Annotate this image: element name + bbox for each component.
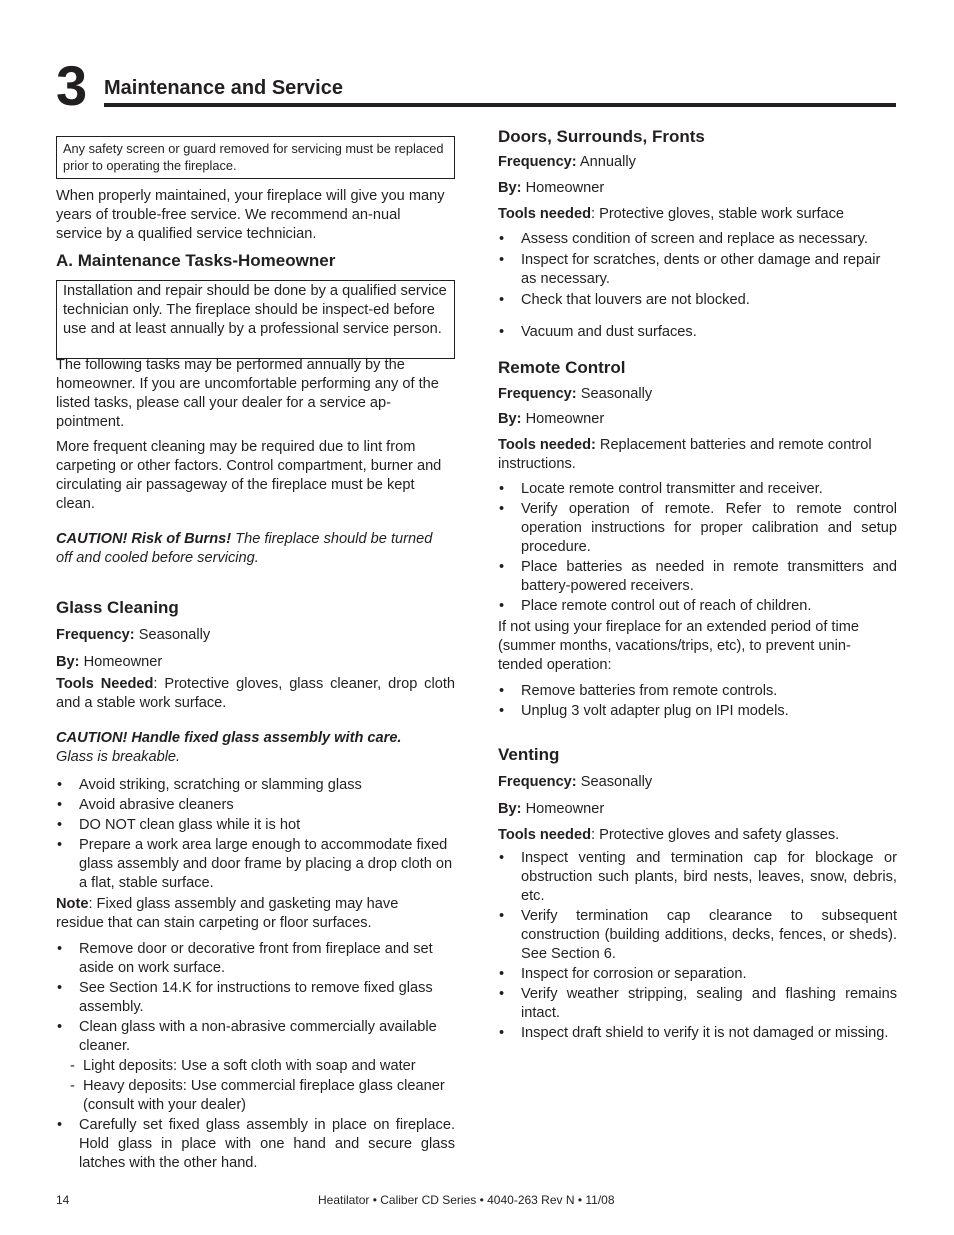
- list-item: • See Section 14.K for instructions to remove fixed glass assembly.: [56, 979, 455, 1017]
- remote-heading: Remote Control: [498, 358, 626, 377]
- glass-tools: [56, 675, 455, 713]
- doors-bullets: [498, 230, 897, 342]
- list-item: • Remove batteries from remote controls.: [498, 682, 897, 701]
- venting-tools: [498, 826, 839, 845]
- list-item: • Inspect venting and termination cap for blockage or obstruction such plants, bird nests, leaves, snow, debris, etc.: [498, 849, 897, 906]
- install-box-text: Installation and repair should be done by a qualified service technician only. The fireplace should be inspect-ed before use and at least annually by a professional service person.: [63, 283, 447, 337]
- list-item: • Avoid abrasive cleaners: [56, 796, 455, 815]
- venting-by: [498, 800, 604, 819]
- caution-burns-text: The fireplace should be turned off and cooled before servicing.: [56, 531, 433, 566]
- doors-frequency-value: Annually: [576, 154, 636, 170]
- glass-note: [56, 895, 446, 933]
- list-item: • Inspect draft shield to verify it is not damaged or missing.: [498, 1024, 897, 1043]
- safety-box: [56, 136, 455, 179]
- footer-doc-info: Heatilator • Caliber CD Series • 4040-263 Rev N • 11/08: [318, 1193, 615, 1207]
- list-item: • Place remote control out of reach of children.: [498, 597, 897, 616]
- venting-heading: Venting: [498, 745, 560, 764]
- venting-frequency-label: Frequency:: [498, 774, 577, 790]
- remote-tools-label: Tools needed:: [498, 437, 596, 453]
- lint-text: More frequent cleaning may be required due to lint from carpeting or other factors. Control compartment, burner and circulating air passageway of the fireplace must be kept clean.: [56, 439, 442, 512]
- tasks-paragraph: [56, 356, 448, 432]
- list-item: • Remove door or decorative front from fireplace and set aside on work surface.: [56, 940, 455, 978]
- list-item: • Vacuum and dust surfaces.: [498, 323, 897, 342]
- list-item: • Clean glass with a non-abrasive commercially available cleaner.: [56, 1018, 455, 1056]
- venting-tools-label: Tools needed: [498, 827, 591, 843]
- remote-not-using: [498, 618, 890, 675]
- remote-frequency: [498, 385, 652, 404]
- glass-tools-label: Tools Needed: [56, 676, 154, 692]
- sub-item: - Light deposits: Use a soft cloth with soap and water: [70, 1058, 416, 1074]
- venting-frequency: [498, 773, 652, 792]
- list-item: • Unplug 3 volt adapter plug on IPI models.: [498, 702, 897, 721]
- glass-frequency: [56, 626, 210, 645]
- sub-item-text: Heavy deposits: Use commercial fireplace glass cleaner (consult with your dealer): [83, 1078, 445, 1113]
- remote-bullets-2: [498, 682, 897, 721]
- list-item: • Verify weather stripping, sealing and flashing remains intact.: [498, 985, 897, 1023]
- tasks-text: The following tasks may be performed annually by the homeowner. If you are uncomfortable performing any of the listed tasks, please call your dealer for a service ap-pointment.: [56, 357, 439, 430]
- glass-note-label: Note: [56, 896, 89, 912]
- glass-by: [56, 653, 162, 672]
- section-number: 3: [56, 54, 86, 117]
- intro-text: When properly maintained, your fireplace will give you many years of trouble-free service. We recommend an-nual service by a qualified service technician.: [56, 188, 445, 242]
- doors-by: [498, 179, 604, 198]
- doors-frequency-label: Frequency:: [498, 154, 577, 170]
- page-number: 14: [56, 1193, 70, 1207]
- doors-by-value: Homeowner: [521, 180, 605, 196]
- glass-cleaning-heading: Glass Cleaning: [56, 598, 179, 617]
- glass-bullets-2: [56, 940, 455, 1173]
- sub-item: - Heavy deposits: Use commercial fireplace glass cleaner (consult with your dealer): [70, 1078, 445, 1113]
- list-item: • Place batteries as needed in remote transmitters and battery-powered receivers.: [498, 558, 897, 596]
- lint-paragraph: [56, 438, 448, 514]
- glass-by-value: Homeowner: [79, 654, 163, 670]
- list-item: • Locate remote control transmitter and receiver.: [498, 480, 897, 499]
- caution-glass-text: Glass is breakable.: [56, 749, 181, 765]
- remote-tools: [498, 436, 897, 474]
- glass-tools-value: : Protective gloves, glass cleaner, drop cloth and a stable work surface.: [56, 676, 455, 711]
- glass-frequency-label: Frequency:: [56, 627, 135, 643]
- caution-glass-label: CAUTION! Handle fixed glass assembly with care.: [56, 730, 402, 746]
- list-item: • Inspect for scratches, dents or other damage and repair as necessary.: [498, 251, 897, 289]
- list-item: • Assess condition of screen and replace as necessary.: [498, 230, 897, 249]
- doors-frequency: [498, 153, 636, 172]
- remote-not-using-text: If not using your fireplace for an extended period of time (summer months, vacations/trips, etc), to prevent unin-tended operation:: [498, 619, 860, 673]
- remote-by-value: Homeowner: [521, 411, 605, 427]
- glass-bullets-1: [56, 776, 455, 893]
- list-item: • Check that louvers are not blocked.: [498, 291, 897, 310]
- list-item: • Prepare a work area large enough to accommodate fixed glass assembly and door frame by placing a drop cloth on a flat, stable surface.: [56, 836, 455, 893]
- section-title: Maintenance and Service: [104, 77, 343, 99]
- doors-tools: [498, 205, 844, 224]
- sub-item-text: Light deposits: Use a soft cloth with soap and water: [83, 1058, 416, 1074]
- list-item: • DO NOT clean glass while it is hot: [56, 816, 455, 835]
- doors-heading: Doors, Surrounds, Fronts: [498, 127, 705, 146]
- section-rule: [104, 103, 896, 107]
- venting-tools-value: : Protective gloves and safety glasses.: [590, 827, 840, 843]
- glass-frequency-value: Seasonally: [134, 627, 211, 643]
- caution-burns-label: CAUTION! Risk of Burns!: [56, 531, 232, 547]
- caution-burns: [56, 530, 436, 568]
- caution-glass: [56, 729, 455, 767]
- list-item: • Verify operation of remote. Refer to remote control operation instructions for proper calibration and setup procedure.: [498, 500, 897, 557]
- list-item: • Verify termination cap clearance to subsequent construction (building additions, decks, fences, or sheds). See Section 6.: [498, 907, 897, 964]
- remote-frequency-label: Frequency:: [498, 386, 577, 402]
- venting-bullets: [498, 849, 897, 1043]
- doors-tools-label: Tools needed: [498, 206, 591, 222]
- remote-by: [498, 410, 604, 429]
- venting-by-value: Homeowner: [521, 801, 605, 817]
- install-box: [56, 280, 455, 359]
- remote-frequency-value: Seasonally: [576, 386, 653, 402]
- venting-by-label: By:: [498, 801, 522, 817]
- venting-frequency-value: Seasonally: [576, 774, 653, 790]
- doors-tools-value: : Protective gloves, stable work surface: [590, 206, 845, 222]
- section-a-heading: A. Maintenance Tasks-Homeowner: [56, 251, 336, 270]
- list-item: • Carefully set fixed glass assembly in place on fireplace. Hold glass in place with one hand and secure glass latches with the other hand.: [56, 1116, 455, 1173]
- glass-by-label: By:: [56, 654, 80, 670]
- remote-tools-value: Replacement batteries and remote control instructions.: [498, 437, 872, 472]
- list-item: • Avoid striking, scratching or slamming glass: [56, 776, 455, 795]
- intro-paragraph: [56, 187, 448, 244]
- remote-by-label: By:: [498, 411, 522, 427]
- doors-by-label: By:: [498, 180, 522, 196]
- glass-note-text: : Fixed glass assembly and gasketing may have residue that can stain carpeting or floor surfaces.: [56, 896, 399, 931]
- list-item: • Inspect for corrosion or separation.: [498, 965, 897, 984]
- safety-box-text: Any safety screen or guard removed for servicing must be replaced prior to operating the fireplace.: [63, 141, 444, 173]
- remote-bullets: [498, 480, 897, 616]
